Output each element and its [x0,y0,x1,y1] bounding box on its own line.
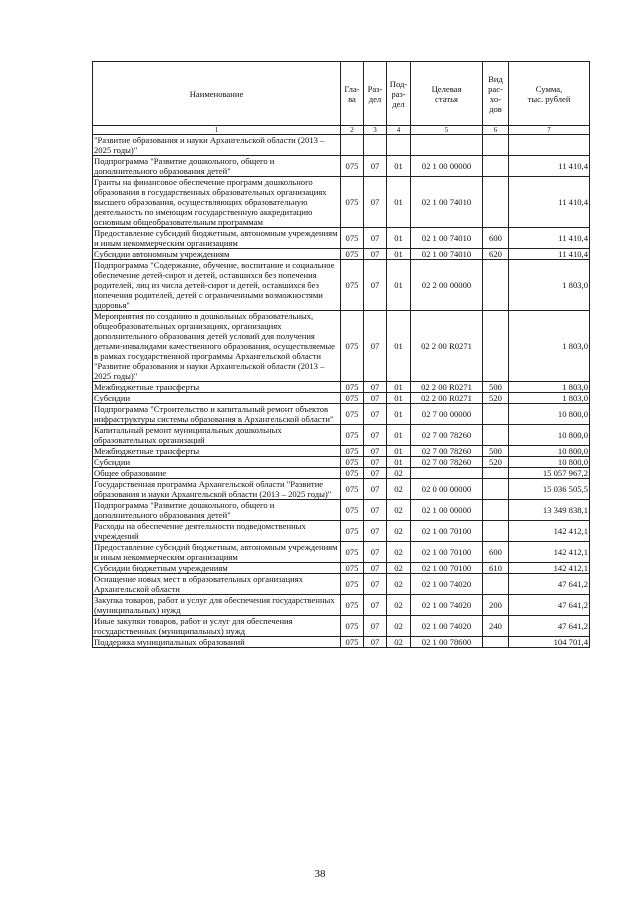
row-glava: 075 [341,393,364,404]
row-razdel [364,135,387,156]
row-name: Субсидии [93,457,341,468]
table-row [93,382,590,393]
row-name: Иные закупки товаров, работ и услуг для обеспечения государственных (муниципальных) нужд [93,616,341,637]
table-row [93,616,590,637]
table-row [93,500,590,521]
row-vid [483,177,509,228]
row-target: 02 1 00 70100 [411,563,483,574]
row-name: Поддержка муниципальных образований [93,637,341,648]
row-name: Предоставление субсидий бюджетным, автономным учреждениям и иным некоммерческим организациям [93,542,341,563]
row-razdel: 07 [364,228,387,249]
row-name: Субсидии автономным учреждениям [93,249,341,260]
row-podrazdel: 01 [387,382,411,393]
row-name: Капитальный ремонт муниципальных дошкольных образовательных организаций [93,425,341,446]
row-podrazdel [387,135,411,156]
table-row [93,311,590,382]
row-sum: 10 800,0 [509,425,590,446]
row-glava: 075 [341,260,364,311]
row-razdel: 07 [364,542,387,563]
row-razdel: 07 [364,156,387,177]
row-target: 02 1 00 70100 [411,542,483,563]
column-number: 6 [483,126,509,135]
row-vid [483,135,509,156]
row-target: 02 7 00 78260 [411,446,483,457]
row-target: 02 1 00 74010 [411,177,483,228]
row-sum: 15 057 967,2 [509,468,590,479]
row-glava: 075 [341,228,364,249]
row-glava: 075 [341,542,364,563]
row-vid [483,311,509,382]
row-name: Подпрограмма "Строительство и капитальный ремонт объектов инфраструктуры системы образования в Архангельской области" [93,404,341,425]
row-razdel: 07 [364,393,387,404]
row-target: 02 1 00 74020 [411,574,483,595]
row-sum: 142 412,1 [509,563,590,574]
row-glava: 075 [341,468,364,479]
row-sum: 11 410,4 [509,228,590,249]
row-name: Оснащение новых мест в образовательных организациях Архангельской области [93,574,341,595]
row-podrazdel: 02 [387,500,411,521]
row-glava: 075 [341,446,364,457]
row-name: Подпрограмма "Развитие дошкольного, общего и дополнительного образования детей" [93,156,341,177]
row-sum: 10 800,0 [509,457,590,468]
row-sum: 13 349 838,1 [509,500,590,521]
table-row [93,542,590,563]
row-target: 02 2 00 R0271 [411,393,483,404]
row-razdel: 07 [364,457,387,468]
row-podrazdel: 01 [387,311,411,382]
table-header-row [93,62,590,126]
row-glava: 075 [341,563,364,574]
row-target: 02 1 00 74020 [411,616,483,637]
row-podrazdel: 01 [387,228,411,249]
row-target: 02 1 00 70100 [411,521,483,542]
row-glava: 075 [341,616,364,637]
row-glava: 075 [341,595,364,616]
row-name: Межбюджетные трансферты [93,382,341,393]
table-row [93,479,590,500]
row-vid: 600 [483,228,509,249]
row-target: 02 7 00 78260 [411,457,483,468]
row-sum [509,135,590,156]
row-target: 02 1 00 74010 [411,228,483,249]
header-podrazdel: Под- раз- дел [387,62,411,126]
row-glava: 075 [341,574,364,595]
row-vid [483,521,509,542]
row-razdel: 07 [364,595,387,616]
row-podrazdel: 01 [387,260,411,311]
row-podrazdel: 02 [387,595,411,616]
row-target: 02 1 00 00000 [411,156,483,177]
row-name: Гранты на финансовое обеспечение программ дошкольного образования в государственных образовательных организациях высшего образования, осуществляющих образовательную деятельность по имеющим государственную аккредитацию основным общеобразовательным программам [93,177,341,228]
row-vid [483,479,509,500]
table-row [93,249,590,260]
row-podrazdel: 01 [387,156,411,177]
table-row [93,521,590,542]
column-number: 1 [93,126,341,135]
row-razdel: 07 [364,637,387,648]
row-razdel: 07 [364,446,387,457]
row-razdel: 07 [364,468,387,479]
row-glava: 075 [341,156,364,177]
row-vid [483,574,509,595]
row-target: 02 1 00 78600 [411,637,483,648]
row-razdel: 07 [364,574,387,595]
row-name: Подпрограмма "Развитие дошкольного, общего и дополнительного образования детей" [93,500,341,521]
row-vid: 500 [483,382,509,393]
row-razdel: 07 [364,500,387,521]
header-target: Целевая статья [411,62,483,126]
page-number: 38 [314,868,326,880]
row-razdel: 07 [364,249,387,260]
row-sum: 1 803,0 [509,382,590,393]
row-glava: 075 [341,479,364,500]
row-razdel: 07 [364,616,387,637]
table-row [93,468,590,479]
table-row [93,637,590,648]
column-number: 5 [411,126,483,135]
row-podrazdel: 01 [387,425,411,446]
row-target: 02 2 00 R0271 [411,311,483,382]
row-podrazdel: 02 [387,479,411,500]
row-target: 02 1 00 74020 [411,595,483,616]
header-razdel: Раз- дел [364,62,387,126]
row-sum: 15 036 505,5 [509,479,590,500]
row-razdel: 07 [364,563,387,574]
row-podrazdel: 01 [387,393,411,404]
row-glava: 075 [341,521,364,542]
row-sum: 1 803,0 [509,311,590,382]
row-target: 02 1 00 74010 [411,249,483,260]
row-target: 02 2 00 R0271 [411,382,483,393]
table-row [93,425,590,446]
row-vid [483,637,509,648]
row-podrazdel: 02 [387,616,411,637]
row-vid [483,468,509,479]
row-podrazdel: 02 [387,637,411,648]
row-vid: 520 [483,457,509,468]
row-razdel: 07 [364,311,387,382]
row-podrazdel: 02 [387,563,411,574]
row-sum: 11 410,4 [509,156,590,177]
row-name: Субсидии [93,393,341,404]
row-vid [483,500,509,521]
row-target [411,468,483,479]
header-vid: Вид рас- хо- дов [483,62,509,126]
row-sum: 142 412,1 [509,542,590,563]
row-razdel: 07 [364,479,387,500]
table-row [93,404,590,425]
column-number: 4 [387,126,411,135]
row-sum: 104 701,4 [509,637,590,648]
row-name: Субсидии бюджетным учреждениям [93,563,341,574]
row-glava: 075 [341,500,364,521]
row-vid: 500 [483,446,509,457]
row-sum: 10 800,0 [509,446,590,457]
row-name: Межбюджетные трансферты [93,446,341,457]
table-row [93,135,590,156]
row-name: "Развитие образования и науки Архангельской области (2013 – 2025 годы)" [93,135,341,156]
row-sum: 1 803,0 [509,260,590,311]
row-podrazdel: 02 [387,468,411,479]
row-glava: 075 [341,404,364,425]
row-glava: 075 [341,457,364,468]
row-podrazdel: 02 [387,574,411,595]
table-row [93,393,590,404]
row-podrazdel: 01 [387,457,411,468]
row-podrazdel: 01 [387,177,411,228]
row-glava: 075 [341,382,364,393]
row-target: 02 7 00 78260 [411,425,483,446]
row-glava: 075 [341,637,364,648]
row-target: 02 2 00 00000 [411,260,483,311]
row-target [411,135,483,156]
row-name: Государственная программа Архангельской области "Развитие образования и науки Архангельской области (2013 – 2025 годы)" [93,479,341,500]
header-name: Наименование [93,62,341,126]
row-sum: 47 641,2 [509,595,590,616]
row-sum: 142 412,1 [509,521,590,542]
table-row [93,446,590,457]
row-vid: 200 [483,595,509,616]
table-row [93,156,590,177]
row-razdel: 07 [364,521,387,542]
row-razdel: 07 [364,260,387,311]
row-glava [341,135,364,156]
row-target: 02 0 00 00000 [411,479,483,500]
row-razdel: 07 [364,425,387,446]
header-sum: Сумма, тыс. рублей [509,62,590,126]
row-podrazdel: 01 [387,249,411,260]
row-vid: 600 [483,542,509,563]
row-sum: 1 803,0 [509,393,590,404]
row-name: Расходы на обеспечение деятельности подведомственных учреждений [93,521,341,542]
row-glava: 075 [341,249,364,260]
row-podrazdel: 01 [387,446,411,457]
row-vid [483,404,509,425]
row-razdel: 07 [364,382,387,393]
table-row [93,595,590,616]
row-vid: 520 [483,393,509,404]
row-vid [483,425,509,446]
column-number: 3 [364,126,387,135]
row-podrazdel: 02 [387,521,411,542]
table-row [93,563,590,574]
row-name: Подпрограмма "Содержание, обучение, воспитание и социальное обеспечение детей-сирот и детей, оставшихся без попечения родителей, лиц из числа детей-сирот и детей, оставшихся без попечения родителей, детей с ограниченными возможностями здоровья" [93,260,341,311]
row-glava: 075 [341,177,364,228]
row-razdel: 07 [364,177,387,228]
row-sum: 11 410,4 [509,177,590,228]
row-vid [483,156,509,177]
row-name: Закупка товаров, работ и услуг для обеспечения государственных (муниципальных) нужд [93,595,341,616]
row-glava: 075 [341,311,364,382]
row-target: 02 1 00 00000 [411,500,483,521]
table-row [93,177,590,228]
table-row [93,574,590,595]
table-row [93,457,590,468]
row-name: Общее образование [93,468,341,479]
row-vid: 610 [483,563,509,574]
row-glava: 075 [341,425,364,446]
column-number: 2 [341,126,364,135]
budget-table [92,61,590,648]
table-row [93,260,590,311]
column-number-row [93,126,590,135]
header-glava: Гла- ва [341,62,364,126]
row-name: Предоставление субсидий бюджетным, автономным учреждениям и иным некоммерческим организациям [93,228,341,249]
table-row [93,228,590,249]
row-podrazdel: 01 [387,404,411,425]
row-sum: 47 641,2 [509,574,590,595]
column-number: 7 [509,126,590,135]
row-podrazdel: 02 [387,542,411,563]
row-target: 02 7 00 00000 [411,404,483,425]
row-vid: 240 [483,616,509,637]
row-vid [483,260,509,311]
row-sum: 10 800,0 [509,404,590,425]
row-name: Мероприятия по созданию в дошкольных образовательных, общеобразовательных организациях, организациях дополнительного образования детей условий для получения детьми-инвалидами качественного образования, осуществляемые в рамках государственной программы Архангельской области "Развитие образования и науки Архангельской области (2013 – 2025 годы)" [93,311,341,382]
row-sum: 47 641,2 [509,616,590,637]
row-sum: 11 410,4 [509,249,590,260]
row-vid: 620 [483,249,509,260]
row-razdel: 07 [364,404,387,425]
